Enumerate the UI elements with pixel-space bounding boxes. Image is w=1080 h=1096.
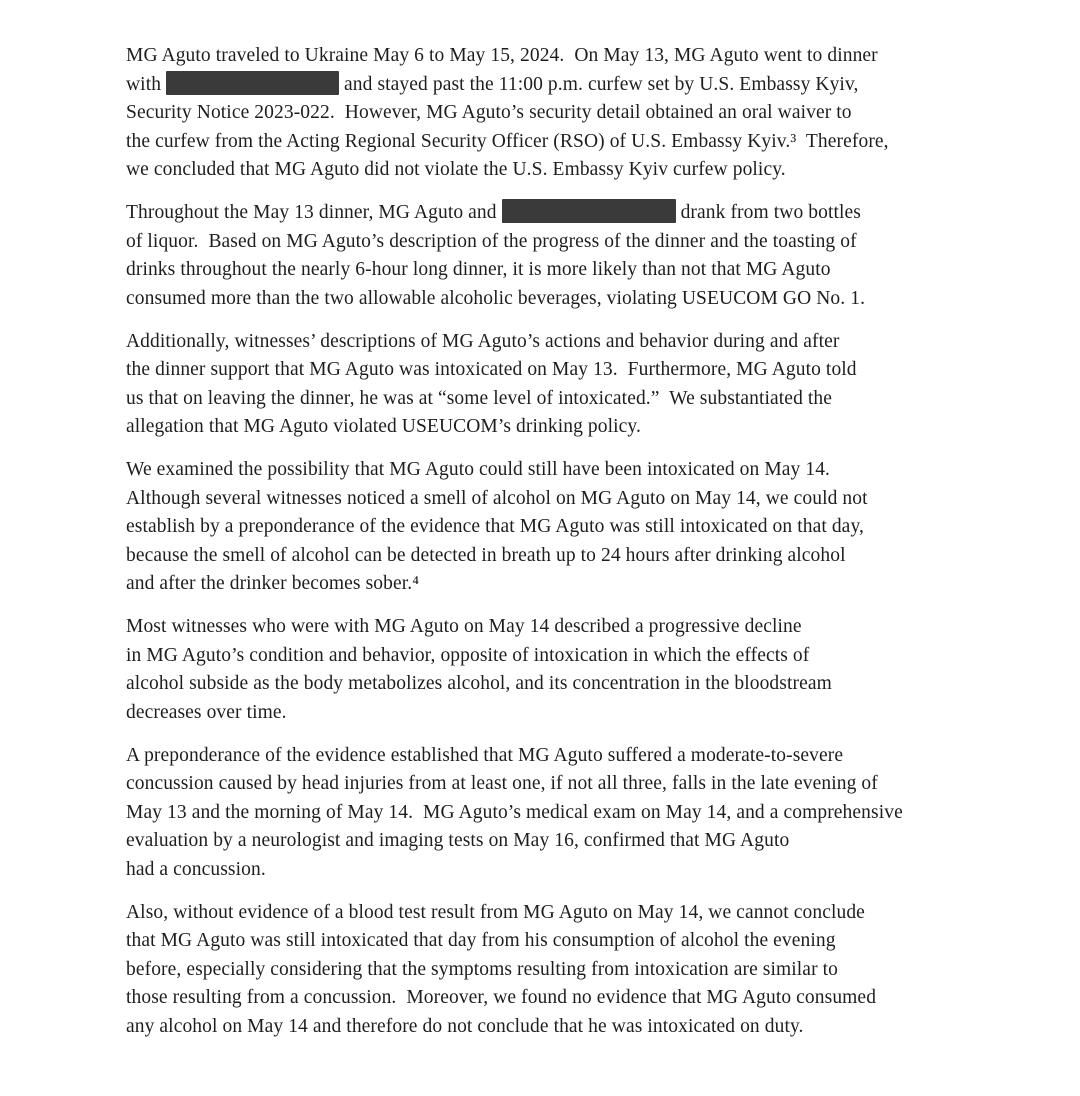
text-line: of liquor. Based on MG Aguto’s description of the progress of the dinner and the toasting of [126,230,857,252]
text-segment: with [126,73,167,95]
text-line: A preponderance of the evidence established that MG Aguto suffered a moderate-to-severe [126,744,844,766]
text-line-with-redaction [126,199,1026,228]
text-line: Additionally, witnesses’ descriptions of MG Aguto’s actions and behavior during and after [126,330,840,352]
text-line: and after the drinker becomes sober.⁴ [126,573,420,594]
text-line: Most witnesses who were with MG Aguto on May 14 described a progressive decline [126,616,802,637]
text-line: concussion caused by head injuries from at least one, if not all three, falls in the late evening of [126,773,878,794]
text-line: establish by a preponderance of the evidence that MG Aguto was still intoxicated on that day, [126,516,864,537]
redaction-bar [502,199,676,223]
text-line: alcohol subside as the body metabolizes alcohol, and its concentration in the bloodstream [126,673,832,694]
paragraph [126,199,1026,313]
text-line-with-redaction [126,71,1026,100]
paragraph [126,899,1026,1042]
text-line: Also, without evidence of a blood test result from MG Aguto on May 14, we cannot conclude [126,901,865,923]
text-line: any alcohol on May 14 and therefore do not conclude that he was intoxicated on duty. [126,1015,804,1037]
paragraph [126,613,1026,727]
text-line: allegation that MG Aguto violated USEUCOM’s drinking policy. [126,416,641,437]
paragraph [126,328,1026,442]
text-line: the curfew from the Acting Regional Security Officer (RSO) of U.S. Embassy Kyiv.³ Therefore, [126,130,889,152]
text-line: those resulting from a concussion. Moreover, we found no evidence that MG Aguto consumed [126,987,877,1008]
text-line: consumed more than the two allowable alcoholic beverages, violating USEUCOM GO No. 1. [126,287,866,309]
text-segment: Throughout the May 13 dinner, MG Aguto and [126,202,502,223]
text-line: us that on leaving the dinner, he was at “some level of intoxicated.” We substantiated the [126,387,833,409]
text-line: drinks throughout the nearly 6-hour long dinner, it is more likely than not that MG Aguto [126,259,831,280]
text-line: the dinner support that MG Aguto was intoxicated on May 13. Furthermore, MG Aguto told [126,359,857,380]
text-line: we concluded that MG Aguto did not violate the U.S. Embassy Kyiv curfew policy. [126,159,786,180]
text-line: Security Notice 2023-022. However, MG Aguto’s security detail obtained an oral waiver to [126,102,852,123]
paragraph [126,456,1026,599]
document-page [126,42,1026,1056]
text-line: before, especially considering that the symptoms resulting from intoxication are similar to [126,958,839,980]
text-segment: and stayed past the 11:00 p.m. curfew set by U.S. Embassy Kyiv, [339,73,859,95]
text-line: evaluation by a neurologist and imaging tests on May 16, confirmed that MG Aguto [126,830,790,851]
text-line: had a concussion. [126,858,266,880]
paragraph [126,742,1026,885]
redaction-bar [166,71,339,95]
text-line: because the smell of alcohol can be detected in breath up to 24 hours after drinking alcohol [126,544,846,566]
text-segment: drank from two bottles [675,202,861,223]
text-line: We examined the possibility that MG Aguto could still have been intoxicated on May 14. [126,459,831,480]
paragraph [126,42,1026,185]
text-line: that MG Aguto was still intoxicated that day from his consumption of alcohol the evening [126,930,836,951]
text-line: MG Aguto traveled to Ukraine May 6 to May 15, 2024. On May 13, MG Aguto went to dinner [126,45,878,66]
text-line: Although several witnesses noticed a smell of alcohol on MG Aguto on May 14, we could not [126,487,868,509]
text-line: decreases over time. [126,701,287,723]
text-line: in MG Aguto’s condition and behavior, opposite of intoxication in which the effects of [126,644,810,666]
text-line: May 13 and the morning of May 14. MG Aguto’s medical exam on May 14, and a comprehensive [126,801,903,823]
